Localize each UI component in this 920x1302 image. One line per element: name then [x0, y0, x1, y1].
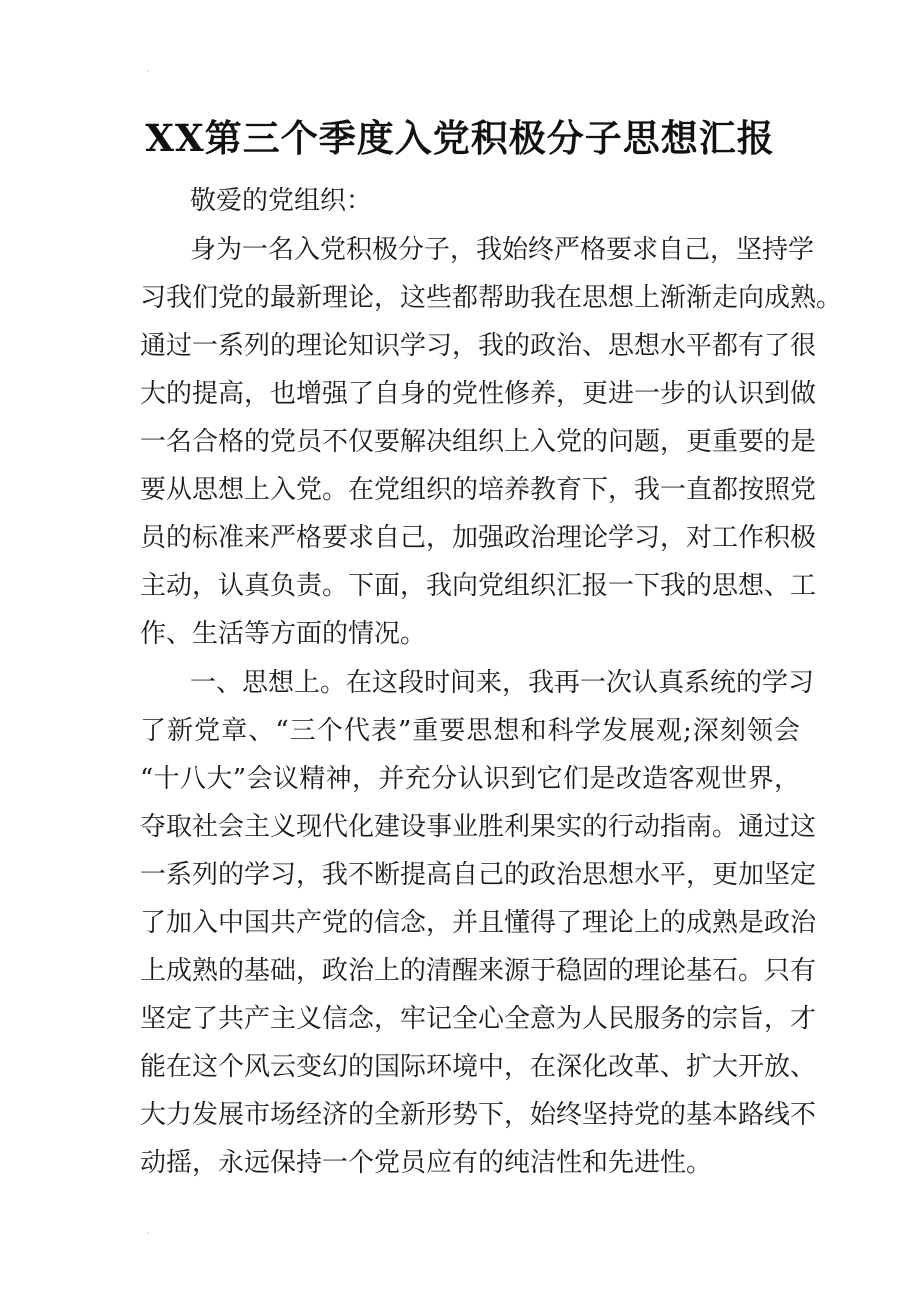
- paragraph-line: 习我们党的最新理论，这些都帮助我在思想上渐渐走向成熟。: [140, 283, 843, 313]
- paragraph-line: 要从思想上入党。在党组织的培养教育下，我一直都按照党: [140, 475, 817, 505]
- salutation: 敬爱的党组织：: [190, 186, 373, 216]
- paragraph-line: 坚定了共产主义信念，牢记全心全意为人民服务的宗旨，才: [140, 1004, 817, 1034]
- paragraph-line: 了加入中国共产党的信念，并且懂得了理论上的成熟是政治: [140, 908, 817, 938]
- document-title: XX第三个季度入党积极分子思想汇报: [145, 116, 775, 160]
- paragraph-line: 大力发展市场经济的全新形势下，始终坚持党的基本路线不: [140, 1100, 817, 1130]
- paragraph-line: 作、生活等方面的情况。: [140, 619, 427, 649]
- paragraph-line: 一名合格的党员不仅要解决组织上入党的问题，更重要的是: [140, 427, 817, 457]
- scan-speck: [147, 1232, 149, 1234]
- paragraph-line: 夺取社会主义现代化建设事业胜利果实的行动指南。通过这: [140, 812, 817, 842]
- scan-speck: [147, 70, 149, 72]
- paragraph-line: 大的提高，也增强了自身的党性修养，更进一步的认识到做: [140, 379, 817, 409]
- paragraph-line: “十八大”会议精神，并充分认识到它们是改造客观世界，: [140, 764, 800, 794]
- paragraph-line: 动摇，永远保持一个党员应有的纯洁性和先进性。: [140, 1148, 713, 1178]
- paragraph-line: 上成熟的基础，政治上的清醒来源于稳固的理论基石。只有: [140, 956, 817, 986]
- paragraph-line: 一、思想上。在这段时间来，我再一次认真系统的学习: [190, 668, 815, 698]
- paragraph-line: 一系列的学习，我不断提高自己的政治思想水平，更加坚定: [140, 860, 817, 890]
- paragraph-line: 了新党章、“三个代表”重要思想和科学发展观;深刻领会: [140, 716, 800, 746]
- paragraph-line: 身为一名入党积极分子，我始终严格要求自己，坚持学: [190, 235, 815, 265]
- paragraph-line: 能在这个风云变幻的国际环境中，在深化改革、扩大开放、: [140, 1052, 817, 1082]
- paragraph-line: 通过一系列的理论知识学习，我的政治、思想水平都有了很: [140, 331, 817, 361]
- paragraph-line: 主动，认真负责。下面，我向党组织汇报一下我的思想、工: [140, 571, 817, 601]
- paragraph-line: 员的标准来严格要求自己，加强政治理论学习，对工作积极: [140, 523, 817, 553]
